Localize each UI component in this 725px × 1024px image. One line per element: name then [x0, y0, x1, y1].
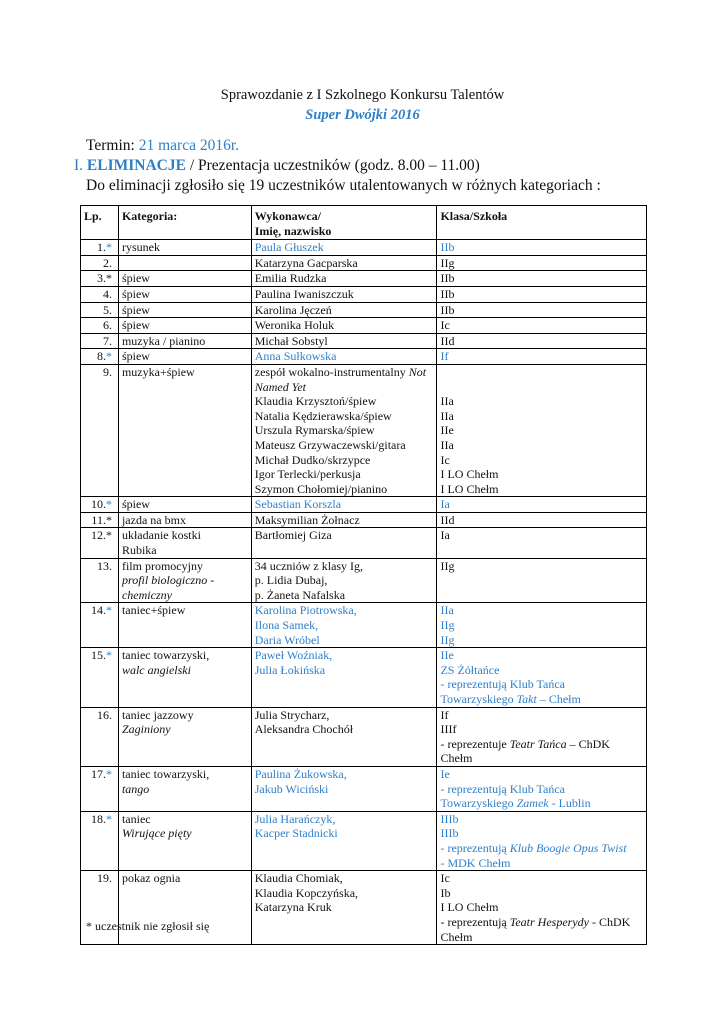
footnote: * uczestnik nie zgłosił się — [86, 919, 210, 933]
cell-class-school — [437, 302, 647, 318]
header-lp: Lp. — [81, 206, 119, 240]
section-number: I. — [74, 157, 84, 174]
table-row — [81, 302, 647, 318]
cell-class-school — [437, 318, 647, 334]
cell-category — [118, 349, 251, 365]
table-row — [81, 318, 647, 334]
performer-line: Michał Dudko/skrzypce — [254, 452, 371, 467]
cell-performer — [251, 255, 437, 271]
performer-line: Sebastian Korszla — [254, 497, 342, 512]
section-name: ELIMINACJE — [86, 157, 186, 174]
table-row — [81, 603, 647, 648]
cell-lp: 1.* — [81, 240, 119, 256]
table-row — [81, 286, 647, 302]
category-line: układanie kostki — [121, 528, 201, 543]
cell-lp: 7. — [81, 333, 119, 349]
cell-lp: 8.* — [81, 349, 119, 365]
class-school-line: IIIb — [440, 826, 459, 841]
cell-performer — [251, 512, 437, 528]
cell-category — [118, 512, 251, 528]
class-school-line: If — [440, 707, 449, 722]
table-row — [81, 240, 647, 256]
class-school-line: Towarzyskiego Zamek - Lublin — [440, 796, 591, 811]
table-row — [81, 811, 647, 870]
class-school-line: Ic — [440, 318, 450, 333]
category-line: jazda na bmx — [121, 512, 186, 527]
class-school-line: Ia — [440, 497, 450, 512]
cell-class-school — [437, 286, 647, 302]
cell-lp: 17.* — [81, 766, 119, 811]
header-performer — [251, 206, 437, 240]
cell-lp: 15.* — [81, 648, 119, 707]
class-school-line: - reprezentują Teatr Hesperydy - ChDK — [440, 914, 631, 929]
cell-category — [118, 240, 251, 256]
cell-performer — [251, 766, 437, 811]
cell-class-school — [437, 333, 647, 349]
performer-line: Emilia Rudzka — [254, 271, 327, 286]
cell-class-school — [437, 528, 647, 558]
cell-lp: 14.* — [81, 603, 119, 648]
class-school-line: IIa — [440, 408, 454, 423]
cell-lp: 16. — [81, 707, 119, 766]
class-school-line: IIIb — [440, 811, 459, 826]
performer-line: Katarzyna Kruk — [254, 900, 332, 915]
cell-category — [118, 603, 251, 648]
cell-category — [118, 766, 251, 811]
cell-class-school — [437, 766, 647, 811]
cell-category — [118, 811, 251, 870]
table-row — [81, 512, 647, 528]
performer-line: Urszula Rymarska/śpiew — [254, 423, 375, 438]
category-line: śpiew — [121, 302, 150, 317]
category-line — [122, 256, 248, 271]
class-school-line: IIb — [440, 240, 455, 255]
cell-class-school — [437, 271, 647, 287]
category-line: taniec+śpiew — [121, 603, 186, 618]
class-school-line: - reprezentują Klub Tańca — [440, 677, 566, 692]
date-line — [86, 137, 239, 155]
class-school-line: Chełm — [440, 929, 473, 944]
cell-performer — [251, 528, 437, 558]
performer-line: Paulina Iwaniszczuk — [254, 286, 354, 301]
class-school-line: Chełm — [440, 751, 473, 766]
class-school-line: IId — [440, 333, 455, 348]
performer-line: Kacper Stadnicki — [254, 826, 338, 841]
cell-performer — [251, 707, 437, 766]
class-school-line: IIg — [440, 558, 455, 573]
class-school-line: - reprezentują Klub Boogie Opus Twist — [440, 840, 627, 855]
category-line: Zaginiony — [121, 722, 171, 737]
category-line: taniec towarzyski, — [121, 766, 210, 781]
cell-performer — [251, 349, 437, 365]
performer-line: Julia Łokińska — [254, 662, 326, 677]
performer-line: Klaudia Kopczyńska, — [254, 885, 359, 900]
header-category: Kategoria: — [118, 206, 251, 240]
cell-category — [118, 558, 251, 603]
category-line: Wirujące pięty — [121, 826, 192, 841]
category-line: profil biologiczno - — [121, 573, 215, 588]
cell-category — [118, 302, 251, 318]
class-school-line: IId — [440, 512, 455, 527]
performer-line: Karolina Piotrowska, — [254, 603, 357, 618]
cell-class-school — [437, 364, 647, 496]
section-rest: / Prezentacja uczestników (godz. 8.00 – 11.00) — [185, 157, 480, 174]
table-row — [81, 766, 647, 811]
cell-class-school — [437, 255, 647, 271]
cell-performer — [251, 603, 437, 648]
performer-line: Anna Sułkowska — [254, 349, 337, 364]
category-line: film promocyjny — [121, 558, 203, 573]
table-row — [81, 364, 647, 496]
category-line: pokaz ognia — [121, 871, 181, 886]
category-line: śpiew — [121, 318, 150, 333]
cell-performer — [251, 286, 437, 302]
cell-category — [118, 318, 251, 334]
class-school-line: - reprezentują Klub Tańca — [440, 781, 566, 796]
cell-performer — [251, 871, 437, 945]
category-line: śpiew — [121, 497, 150, 512]
class-school-line: IIe — [440, 648, 454, 663]
performer-line: Bartłomiej Giza — [254, 528, 332, 543]
table-row — [81, 707, 647, 766]
performer-line: Michał Sobstyl — [254, 333, 328, 348]
performer-line: Ilona Samek, — [254, 618, 319, 633]
table-row — [81, 349, 647, 365]
class-school-line: I LO Chełm — [440, 900, 499, 915]
class-school-line: IIa — [440, 394, 454, 409]
class-school-line: I LO Chełm — [440, 467, 499, 482]
class-school-line: Ie — [440, 766, 450, 781]
category-line: śpiew — [121, 349, 150, 364]
report-title: Sprawozdanie z I Szkolnego Konkursu Talentów — [220, 87, 505, 103]
table-row — [81, 271, 647, 287]
cell-performer — [251, 302, 437, 318]
cell-lp: 3.* — [81, 271, 119, 287]
performer-line: Karolina Jęczeń — [254, 302, 332, 317]
performer-line: Jakub Wiciński — [254, 781, 329, 796]
cell-lp: 12.* — [81, 528, 119, 558]
date-value: 21 marca 2016r. — [138, 137, 240, 154]
performer-line: Paulina Żukowska, — [254, 766, 347, 781]
performer-line: Aleksandra Chochół — [254, 722, 354, 737]
class-school-line: IIb — [440, 286, 455, 301]
cell-performer — [251, 811, 437, 870]
class-school-line — [440, 365, 643, 380]
category-line: rysunek — [121, 240, 160, 255]
performer-line: Daria Wróbel — [254, 632, 320, 647]
cell-category — [118, 271, 251, 287]
cell-lp: 18.* — [81, 811, 119, 870]
cell-performer — [251, 364, 437, 496]
cell-class-school — [437, 871, 647, 945]
performer-line: Mateusz Grzywaczewski/gitara — [254, 437, 406, 452]
cell-class-school — [437, 811, 647, 870]
cell-class-school — [437, 603, 647, 648]
performer-line: Paweł Woźniak, — [254, 648, 333, 663]
cell-category — [118, 528, 251, 558]
cell-lp: 6. — [81, 318, 119, 334]
class-school-line: IIa — [440, 437, 454, 452]
section-heading — [74, 157, 480, 175]
date-label: Termin: — [86, 137, 135, 154]
cell-lp: 10.* — [81, 497, 119, 513]
class-school-line: ZS Żółtańce — [440, 662, 500, 677]
cell-lp: 11.* — [81, 512, 119, 528]
cell-class-school — [437, 707, 647, 766]
category-line: taniec towarzyski, — [121, 648, 210, 663]
cell-performer — [251, 240, 437, 256]
cell-class-school — [437, 648, 647, 707]
category-line: taniec jazzowy — [121, 707, 194, 722]
cell-class-school — [437, 558, 647, 603]
class-school-line: Ia — [440, 528, 450, 543]
cell-performer — [251, 497, 437, 513]
cell-lp: 2. — [81, 255, 119, 271]
cell-class-school — [437, 497, 647, 513]
category-line: śpiew — [121, 271, 150, 286]
performer-line: Weronika Holuk — [254, 318, 335, 333]
performer-line: Julia Harańczyk, — [254, 811, 336, 826]
class-school-line: IIe — [440, 423, 454, 438]
performer-line: p. Lidia Dubaj, — [254, 573, 328, 588]
header-performer-line: Wykonawca/ — [254, 209, 321, 223]
category-line: chemiczny — [121, 587, 172, 602]
class-school-line: IIg — [440, 255, 455, 270]
report-subtitle: Super Dwójki 2016 — [305, 107, 420, 123]
class-school-line: Ic — [440, 452, 450, 467]
cell-performer — [251, 318, 437, 334]
cell-class-school — [437, 240, 647, 256]
class-school-line: - reprezentuje Teatr Tańca – ChDK — [440, 736, 610, 751]
performer-line: Julia Strycharz, — [254, 707, 330, 722]
class-school-line: IIg — [440, 618, 455, 633]
cell-performer — [251, 558, 437, 603]
cell-class-school — [437, 512, 647, 528]
class-school-line: Ib — [440, 885, 451, 900]
cell-performer — [251, 333, 437, 349]
performer-line: Paula Głuszek — [254, 240, 324, 255]
category-line: śpiew — [121, 286, 150, 301]
table-row — [81, 648, 647, 707]
cell-lp: 19. — [81, 871, 119, 945]
cell-category — [118, 707, 251, 766]
performer-line: Igor Terlecki/perkusja — [254, 467, 361, 482]
class-school-line: - MDK Chełm — [440, 855, 511, 870]
category-line: muzyka / pianino — [121, 333, 206, 348]
performer-line: Named Yet — [254, 379, 306, 394]
cell-performer — [251, 271, 437, 287]
class-school-line: Towarzyskiego Takt – Chełm — [440, 692, 581, 706]
table-header-row — [81, 206, 647, 240]
performer-line: Szymon Chołomiej/pianino — [254, 481, 388, 496]
performer-line: 34 uczniów z klasy Ig, — [254, 558, 364, 573]
table-body — [81, 240, 647, 945]
class-school-line: IIg — [440, 632, 455, 647]
category-line: taniec — [121, 811, 151, 826]
class-school-line: If — [440, 349, 449, 364]
table-row — [81, 528, 647, 558]
performer-line: zespół wokalno-instrumentalny Not — [254, 364, 427, 379]
performer-line: Natalia Kędzierawska/śpiew — [254, 408, 392, 423]
performer-line: Klaudia Krzysztoń/śpiew — [254, 394, 377, 409]
performer-line: p. Żaneta Nafalska — [254, 587, 346, 602]
cell-lp: 13. — [81, 558, 119, 603]
cell-category — [118, 364, 251, 496]
performer-line: Maksymilian Żołnacz — [254, 512, 360, 527]
cell-category — [118, 648, 251, 707]
cell-category — [118, 286, 251, 302]
cell-category — [118, 255, 251, 271]
cell-lp: 5. — [81, 302, 119, 318]
class-school-line: IIb — [440, 271, 455, 286]
class-school-line: IIb — [440, 302, 455, 317]
cell-lp: 4. — [81, 286, 119, 302]
cell-lp: 9. — [81, 364, 119, 496]
class-school-line: I LO Chełm — [440, 481, 499, 496]
category-line: Rubika — [121, 543, 157, 558]
table-row — [81, 558, 647, 603]
table-row — [81, 497, 647, 513]
intro-text: Do eliminacji zgłosiło się 19 uczestników utalentowanych w różnych kategoriach : — [86, 177, 601, 194]
class-school-line: Ic — [440, 871, 450, 886]
cell-performer — [251, 648, 437, 707]
participants-table — [80, 205, 647, 945]
class-school-line — [440, 380, 643, 395]
table-row — [81, 255, 647, 271]
cell-class-school — [437, 349, 647, 365]
performer-line: Katarzyna Gacparska — [254, 255, 358, 270]
performer-line: Klaudia Chomiak, — [254, 871, 343, 886]
category-line: walc angielski — [121, 662, 191, 677]
table-row — [81, 333, 647, 349]
category-line: muzyka+śpiew — [121, 364, 195, 379]
header-performer-line: Imię, nazwisko — [254, 223, 332, 238]
category-line: tango — [121, 781, 150, 796]
cell-category — [118, 497, 251, 513]
cell-category — [118, 333, 251, 349]
header-class-school: Klasa/Szkoła — [437, 206, 647, 240]
class-school-line: IIa — [440, 603, 454, 618]
class-school-line: IIIf — [440, 722, 457, 737]
